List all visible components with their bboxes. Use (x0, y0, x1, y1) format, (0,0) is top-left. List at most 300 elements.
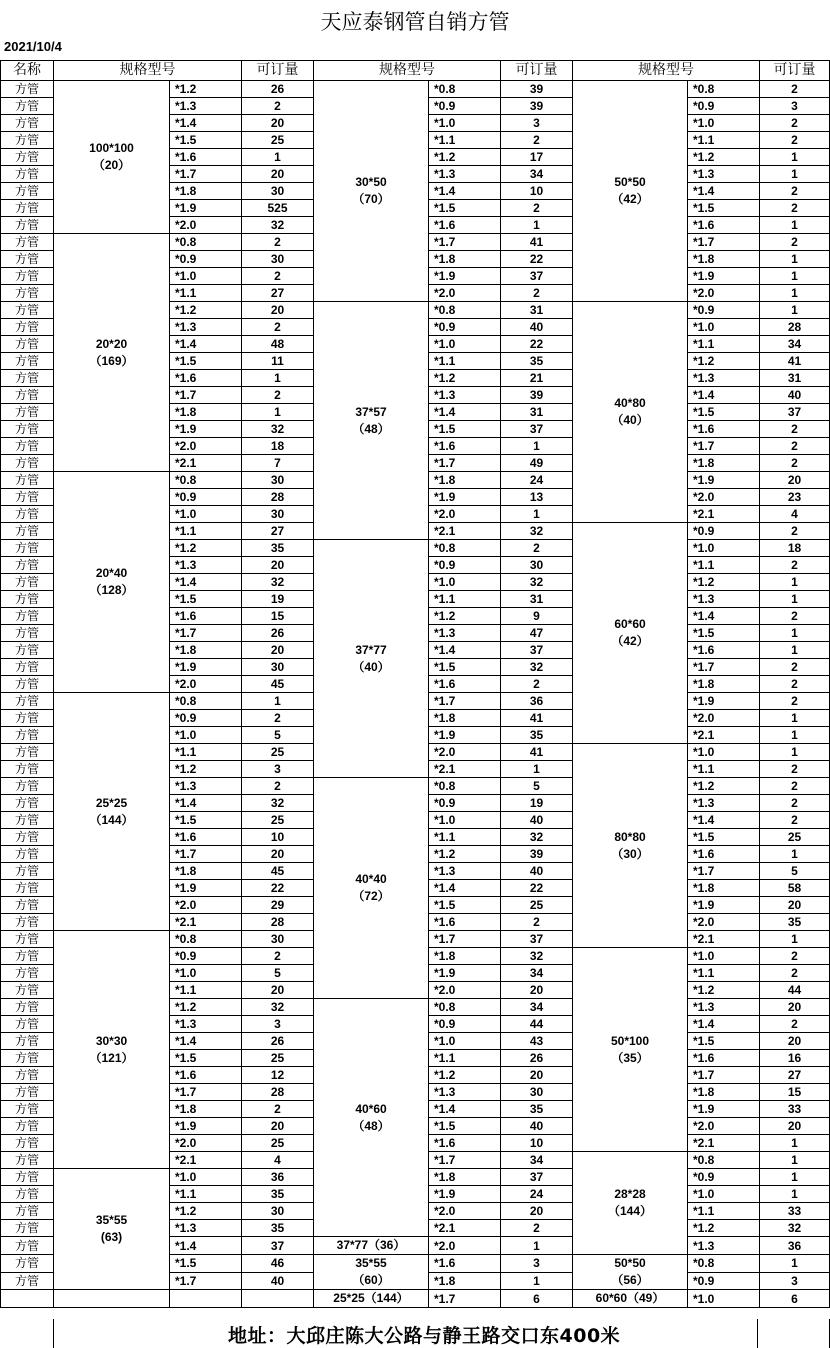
thickness-cell: *0.9 (429, 557, 501, 574)
spec-group-label: （40） (611, 413, 649, 427)
thickness-cell: *1.2 (170, 540, 242, 557)
item-name-cell: 方管 (1, 336, 54, 353)
item-name-cell: 方管 (1, 455, 54, 472)
address: 地址：大邱庄陈大公路与静王路交口东400米 (228, 1325, 621, 1347)
quantity-cell: 2 (760, 659, 830, 676)
thickness-cell: *1.1 (170, 1186, 242, 1203)
thickness-cell: *1.7 (170, 625, 242, 642)
quantity-cell: 18 (242, 438, 314, 455)
quantity-cell: 16 (760, 1050, 830, 1067)
quantity-cell: 36 (242, 1169, 314, 1186)
quantity-cell: 43 (501, 1033, 573, 1050)
thickness-cell: *1.1 (429, 132, 501, 149)
spec-group-cell (54, 234, 170, 472)
header-qty: 可订量 (501, 61, 573, 81)
thickness-cell: *1.0 (170, 1169, 242, 1186)
spec-group-label: 25*25 (95, 795, 128, 810)
quantity-cell: 19 (501, 795, 573, 812)
quantity-cell: 1 (760, 931, 830, 948)
thickness-cell: *1.4 (429, 880, 501, 897)
thickness-cell: *2.0 (688, 489, 760, 506)
thickness-cell: *1.0 (429, 336, 501, 353)
item-name-cell: 方管 (1, 1033, 54, 1050)
footer (0, 1319, 830, 1348)
quantity-cell: 1 (501, 506, 573, 523)
thickness-cell: *1.2 (688, 778, 760, 795)
spec-group-label: 37*57 (355, 404, 387, 419)
thickness-cell: *0.9 (688, 1272, 760, 1290)
quantity-cell: 32 (242, 999, 314, 1016)
item-name-cell: 方管 (1, 1237, 54, 1255)
quantity-cell: 32 (760, 1220, 830, 1237)
spec-group-label: （144） (89, 812, 134, 827)
thickness-cell: *1.9 (170, 1118, 242, 1135)
quantity-cell: 20 (242, 642, 314, 659)
thickness-cell: *1.8 (170, 1101, 242, 1118)
thickness-cell: *1.3 (170, 1016, 242, 1033)
quantity-cell: 31 (501, 591, 573, 608)
thickness-cell: *1.6 (170, 370, 242, 387)
quantity-cell: 2 (242, 268, 314, 285)
quantity-cell: 2 (242, 234, 314, 251)
quantity-cell: 32 (501, 574, 573, 591)
quantity-cell: 25 (242, 1050, 314, 1067)
thickness-cell: *1.1 (688, 1203, 760, 1220)
thickness-cell: *0.9 (170, 710, 242, 727)
quantity-cell: 5 (242, 965, 314, 982)
quantity-cell: 34 (501, 999, 573, 1016)
quantity-cell: 2 (760, 200, 830, 217)
quantity-cell: 26 (242, 81, 314, 98)
quantity-cell: 15 (242, 608, 314, 625)
thickness-cell: *0.9 (688, 1169, 760, 1186)
thickness-cell: *1.8 (170, 642, 242, 659)
quantity-cell: 2 (501, 914, 573, 931)
quantity-cell: 2 (501, 1220, 573, 1237)
quantity-cell: 32 (501, 829, 573, 846)
quantity-cell: 45 (242, 676, 314, 693)
quantity-cell: 32 (242, 795, 314, 812)
item-name-cell: 方管 (1, 625, 54, 642)
thickness-cell: *0.8 (688, 1152, 760, 1169)
quantity-cell: 2 (242, 319, 314, 336)
thickness-cell: *1.8 (429, 472, 501, 489)
thickness-cell: *1.0 (429, 812, 501, 829)
quantity-cell: 2 (501, 676, 573, 693)
item-name-cell: 方管 (1, 761, 54, 778)
item-name-cell: 方管 (1, 880, 54, 897)
spec-group-label: 20*20 (95, 336, 128, 351)
thickness-cell: *1.7 (688, 1067, 760, 1084)
spec-group-cell (314, 540, 429, 778)
quantity-cell: 1 (242, 693, 314, 710)
item-name-cell: 方管 (1, 1272, 54, 1290)
quantity-cell: 20 (242, 302, 314, 319)
item-name-cell: 方管 (1, 200, 54, 217)
thickness-cell: *0.8 (170, 693, 242, 710)
quantity-cell: 2 (242, 387, 314, 404)
thickness-cell: *1.8 (688, 455, 760, 472)
thickness-cell: *1.4 (170, 1237, 242, 1255)
thickness-cell: *1.6 (429, 1135, 501, 1152)
item-name-cell: 方管 (1, 557, 54, 574)
thickness-cell: *1.9 (429, 727, 501, 744)
thickness-cell: *1.5 (170, 1255, 242, 1273)
thickness-cell: *1.3 (429, 166, 501, 183)
quantity-cell: 41 (501, 234, 573, 251)
spec-group-cell (573, 1255, 688, 1290)
thickness-cell: *1.1 (170, 982, 242, 999)
item-name-cell: 方管 (1, 999, 54, 1016)
thickness-cell: *1.7 (429, 1152, 501, 1169)
quantity-cell: 39 (501, 81, 573, 98)
quantity-cell: 2 (242, 98, 314, 115)
item-name-cell: 方管 (1, 1135, 54, 1152)
thickness-cell: *1.6 (688, 846, 760, 863)
spec-group-label: （35） (611, 1050, 649, 1065)
item-name-cell: 方管 (1, 115, 54, 132)
thickness-cell: *1.6 (429, 1255, 501, 1273)
quantity-cell: 24 (501, 1186, 573, 1203)
quantity-cell: 1 (501, 217, 573, 234)
quantity-cell: 41 (501, 744, 573, 761)
thickness-cell: *1.6 (429, 914, 501, 931)
quantity-cell: 49 (501, 455, 573, 472)
spec-group-label: （48） (352, 421, 390, 436)
quantity-cell: 23 (760, 489, 830, 506)
quantity-cell: 2 (501, 540, 573, 557)
thickness-cell: *1.6 (170, 149, 242, 166)
thickness-cell: *2.1 (688, 727, 760, 744)
quantity-cell: 1 (242, 404, 314, 421)
thickness-cell: *1.4 (429, 642, 501, 659)
quantity-cell: 13 (501, 489, 573, 506)
thickness-cell: *1.5 (688, 200, 760, 217)
quantity-cell: 20 (242, 982, 314, 999)
thickness-cell: *1.6 (688, 217, 760, 234)
thickness-cell: *0.8 (688, 81, 760, 98)
quantity-cell: 1 (760, 149, 830, 166)
item-name-cell: 方管 (1, 1255, 54, 1273)
quantity-cell: 2 (242, 710, 314, 727)
thickness-cell: *1.7 (170, 387, 242, 404)
header-spec: 规格型号 (573, 61, 760, 81)
item-name-cell: 方管 (1, 98, 54, 115)
quantity-cell: 10 (501, 183, 573, 200)
quantity-cell: 32 (501, 523, 573, 540)
item-name-cell: 方管 (1, 931, 54, 948)
thickness-cell: *1.8 (688, 880, 760, 897)
quantity-cell: 2 (242, 948, 314, 965)
quantity-cell: 25 (242, 812, 314, 829)
quantity-cell: 3 (501, 1255, 573, 1273)
quantity-cell: 20 (760, 999, 830, 1016)
quantity-cell: 21 (501, 370, 573, 387)
thickness-cell: *1.3 (170, 778, 242, 795)
quantity-cell: 25 (760, 829, 830, 846)
thickness-cell: *1.5 (429, 659, 501, 676)
spec-group-label: （72） (352, 889, 390, 903)
thickness-cell: *1.6 (688, 421, 760, 438)
quantity-cell: 47 (501, 625, 573, 642)
quantity-cell: 2 (760, 234, 830, 251)
thickness-cell: *0.9 (429, 98, 501, 115)
thickness-cell: *1.8 (688, 676, 760, 693)
quantity-cell: 27 (242, 523, 314, 540)
quantity-cell: 30 (242, 1203, 314, 1220)
thickness-cell: *1.5 (170, 591, 242, 608)
item-name-cell: 方管 (1, 778, 54, 795)
quantity-cell: 6 (760, 1290, 830, 1308)
spec-group-label: (63) (100, 1230, 123, 1244)
quantity-cell: 36 (760, 1237, 830, 1255)
spec-group-label: （121） (89, 1050, 134, 1065)
quantity-cell: 1 (760, 710, 830, 727)
thickness-cell: *1.3 (688, 370, 760, 387)
quantity-cell: 1 (501, 1272, 573, 1290)
item-name-cell: 方管 (1, 693, 54, 710)
spec-group-label: 35*55 (95, 1213, 128, 1227)
quantity-cell: 1 (760, 166, 830, 183)
quantity-cell: 33 (760, 1101, 830, 1118)
thickness-cell: *0.8 (170, 234, 242, 251)
quantity-cell: 44 (760, 982, 830, 999)
quantity-cell: 12 (242, 1067, 314, 1084)
thickness-cell: *1.5 (429, 897, 501, 914)
quantity-cell: 1 (760, 1135, 830, 1152)
spec-group-label: 100*100 (89, 141, 134, 155)
thickness-cell: *1.1 (429, 353, 501, 370)
thickness-cell: *1.6 (170, 829, 242, 846)
thickness-cell: *1.0 (688, 1186, 760, 1203)
quantity-cell: 11 (242, 353, 314, 370)
thickness-cell: *1.5 (688, 625, 760, 642)
quantity-cell: 2 (501, 200, 573, 217)
quantity-cell: 2 (760, 438, 830, 455)
spec-group-label: （48） (352, 1118, 390, 1133)
quantity-cell: 36 (501, 693, 573, 710)
quantity-cell: 1 (501, 761, 573, 778)
thickness-cell: *1.6 (170, 608, 242, 625)
quantity-cell: 5 (760, 863, 830, 880)
item-name-cell: 方管 (1, 438, 54, 455)
quantity-cell: 24 (501, 472, 573, 489)
item-name-cell: 方管 (1, 1203, 54, 1220)
thickness-cell: *1.3 (429, 1084, 501, 1101)
quantity-cell: 2 (760, 115, 830, 132)
spec-group-label: （144） (607, 1204, 653, 1218)
quantity-cell: 35 (760, 914, 830, 931)
quantity-cell: 2 (242, 778, 314, 795)
spec-group-label: （128） (89, 583, 134, 597)
quantity-cell: 25 (242, 132, 314, 149)
quantity-cell: 27 (760, 1067, 830, 1084)
quantity-cell: 20 (242, 846, 314, 863)
spec-group-label: 37*77 (355, 642, 387, 657)
thickness-cell: *0.9 (429, 319, 501, 336)
quantity-cell: 1 (760, 574, 830, 591)
quantity-cell: 20 (760, 472, 830, 489)
item-name-cell: 方管 (1, 659, 54, 676)
item-name-cell: 方管 (1, 285, 54, 302)
table-row (1, 81, 830, 98)
spec-group-label: 50*50 (614, 1256, 646, 1270)
quantity-cell: 37 (501, 421, 573, 438)
quantity-cell: 37 (501, 1169, 573, 1186)
item-name-cell: 方管 (1, 676, 54, 693)
thickness-cell: *1.8 (429, 1272, 501, 1290)
thickness-cell: *1.7 (688, 438, 760, 455)
thickness-cell: *1.7 (688, 234, 760, 251)
quantity-cell: 3 (760, 98, 830, 115)
thickness-cell: *1.2 (688, 1220, 760, 1237)
spec-group-label: 80*80 (614, 829, 646, 844)
item-name-cell: 方管 (1, 829, 54, 846)
item-name-cell: 方管 (1, 251, 54, 268)
thickness-cell: *0.8 (429, 540, 501, 557)
thickness-cell: *1.9 (429, 965, 501, 982)
quantity-cell: 31 (760, 370, 830, 387)
item-name-cell: 方管 (1, 472, 54, 489)
thickness-cell: *1.4 (170, 115, 242, 132)
thickness-cell: *2.0 (170, 217, 242, 234)
item-name-cell: 方管 (1, 591, 54, 608)
thickness-cell: *1.7 (429, 234, 501, 251)
header-spec: 规格型号 (54, 61, 242, 81)
quantity-cell: 58 (760, 880, 830, 897)
thickness-cell: *1.7 (170, 166, 242, 183)
quantity-cell: 39 (501, 846, 573, 863)
quantity-cell: 1 (760, 727, 830, 744)
quantity-cell: 525 (242, 200, 314, 217)
item-name-cell: 方管 (1, 268, 54, 285)
thickness-cell: *1.6 (688, 642, 760, 659)
quantity-cell: 39 (501, 387, 573, 404)
quantity-cell: 37 (242, 1237, 314, 1255)
spec-group-label: （169） (89, 353, 134, 368)
quantity-cell: 1 (760, 846, 830, 863)
thickness-cell: *1.5 (688, 404, 760, 421)
quantity-cell: 20 (760, 1033, 830, 1050)
thickness-cell: *1.4 (170, 336, 242, 353)
thickness-cell: *1.1 (688, 557, 760, 574)
thickness-cell: *2.0 (429, 1203, 501, 1220)
thickness-cell: *2.1 (170, 1152, 242, 1169)
spec-group-label: 30*30 (95, 1033, 128, 1048)
spec-group-cell (314, 1237, 429, 1255)
quantity-cell: 41 (501, 710, 573, 727)
thickness-cell: *1.0 (429, 115, 501, 132)
quantity-cell: 25 (242, 1135, 314, 1152)
quantity-cell: 35 (501, 1101, 573, 1118)
quantity-cell: 20 (242, 166, 314, 183)
spec-group-cell (54, 931, 170, 1169)
thickness-cell: *0.8 (429, 302, 501, 319)
spec-group-cell (573, 523, 688, 744)
item-name-cell: 方管 (1, 1050, 54, 1067)
spec-group-label: （20） (92, 158, 131, 172)
quantity-cell: 32 (501, 659, 573, 676)
quantity-cell: 30 (501, 557, 573, 574)
quantity-cell: 30 (242, 659, 314, 676)
thickness-cell: *1.9 (688, 1101, 760, 1118)
item-name-cell: 方管 (1, 540, 54, 557)
thickness-cell: *1.4 (429, 183, 501, 200)
thickness-cell: *2.1 (429, 523, 501, 540)
quantity-cell: 20 (501, 982, 573, 999)
item-name-cell: 方管 (1, 1186, 54, 1203)
thickness-cell: *1.2 (170, 761, 242, 778)
spec-group-cell (54, 81, 170, 234)
quantity-cell: 26 (242, 625, 314, 642)
spec-group-label: 60*60 (614, 617, 646, 631)
quantity-cell: 1 (760, 625, 830, 642)
stock-table (0, 60, 830, 1308)
thickness-cell: *1.9 (170, 659, 242, 676)
thickness-cell: *1.6 (429, 438, 501, 455)
empty-cell (242, 1290, 314, 1308)
quantity-cell: 37 (760, 404, 830, 421)
thickness-cell: *1.9 (429, 268, 501, 285)
quantity-cell: 3 (242, 761, 314, 778)
quantity-cell: 32 (501, 948, 573, 965)
spec-group-cell (54, 693, 170, 931)
quantity-cell: 30 (242, 472, 314, 489)
quantity-cell: 44 (501, 1016, 573, 1033)
thickness-cell: *1.2 (170, 302, 242, 319)
thickness-cell: *1.0 (170, 727, 242, 744)
item-name-cell: 方管 (1, 234, 54, 251)
header-row (1, 61, 830, 81)
quantity-cell: 28 (242, 914, 314, 931)
table-row (1, 1290, 830, 1308)
quantity-cell: 2 (760, 778, 830, 795)
thickness-cell: *0.9 (429, 1016, 501, 1033)
quantity-cell: 31 (501, 302, 573, 319)
item-name-cell: 方管 (1, 1152, 54, 1169)
quantity-cell: 25 (501, 897, 573, 914)
quantity-cell: 27 (242, 285, 314, 302)
thickness-cell: *1.7 (170, 1272, 242, 1290)
thickness-cell: *1.2 (688, 149, 760, 166)
item-name-cell: 方管 (1, 812, 54, 829)
quantity-cell: 2 (760, 523, 830, 540)
quantity-cell: 35 (501, 353, 573, 370)
item-name-cell: 方管 (1, 897, 54, 914)
thickness-cell: *1.0 (688, 948, 760, 965)
thickness-cell: *2.1 (688, 931, 760, 948)
item-name-cell: 方管 (1, 948, 54, 965)
spec-group-cell (54, 1169, 170, 1290)
thickness-cell: *2.0 (688, 914, 760, 931)
item-name-cell: 方管 (1, 489, 54, 506)
item-name-cell: 方管 (1, 1118, 54, 1135)
thickness-cell: *2.0 (170, 438, 242, 455)
spec-group-label: 40*80 (614, 396, 646, 410)
quantity-cell: 40 (760, 387, 830, 404)
item-name-cell: 方管 (1, 319, 54, 336)
thickness-cell: *1.9 (429, 1186, 501, 1203)
thickness-cell: *1.4 (688, 1016, 760, 1033)
item-name-cell: 方管 (1, 965, 54, 982)
thickness-cell: *1.5 (170, 353, 242, 370)
thickness-cell: *0.9 (170, 489, 242, 506)
thickness-cell: *1.1 (429, 1050, 501, 1067)
thickness-cell: *1.2 (429, 370, 501, 387)
quantity-cell: 1 (242, 370, 314, 387)
thickness-cell: *1.4 (429, 1101, 501, 1118)
item-name-cell: 方管 (1, 1101, 54, 1118)
